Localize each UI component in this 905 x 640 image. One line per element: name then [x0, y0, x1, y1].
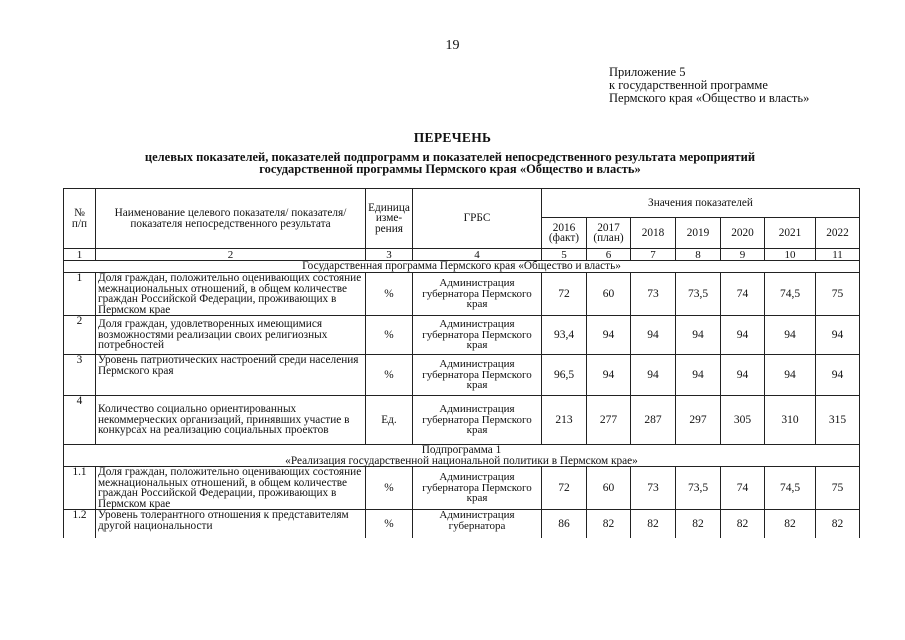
row-value: 82	[676, 510, 721, 539]
row-value: 94	[587, 355, 631, 396]
program-title-row	[64, 261, 860, 273]
column-number: 4	[413, 249, 542, 261]
column-number: 5	[542, 249, 587, 261]
row-value: 74,5	[765, 273, 816, 316]
column-number: 9	[721, 249, 765, 261]
row-num: 3	[64, 355, 96, 396]
row-value: 315	[816, 396, 860, 445]
program-title: Государственная программа Пермского края «Общество и власть»	[64, 261, 860, 273]
row-value: 75	[816, 273, 860, 316]
row-unit: %	[366, 316, 413, 355]
row-value: 213	[542, 396, 587, 445]
row-grbs: Администрация губернатора Пермского края	[413, 355, 542, 396]
row-name: Уровень толерантного отношения к представителям другой национальности	[96, 510, 366, 539]
row-value: 73	[631, 467, 676, 510]
row-value: 74,5	[765, 467, 816, 510]
row-value: 72	[542, 467, 587, 510]
row-unit: %	[366, 355, 413, 396]
row-value: 94	[721, 316, 765, 355]
subprogram-line: «Реализация государственной национальной политики в Пермском крае»	[285, 454, 638, 467]
row-grbs: Администрация губернатора	[413, 510, 542, 539]
document-subtitle	[60, 151, 840, 175]
row-unit: %	[366, 510, 413, 539]
row-unit: Ед.	[366, 396, 413, 445]
row-value: 94	[676, 316, 721, 355]
row-value: 73	[631, 273, 676, 316]
header-row	[64, 189, 860, 218]
row-value: 82	[721, 510, 765, 539]
column-number: 3	[366, 249, 413, 261]
appendix-line: Приложение 5	[609, 65, 686, 79]
row-value: 94	[587, 316, 631, 355]
row-value: 82	[765, 510, 816, 539]
row-grbs: Администрация губернатора Пермского края	[413, 467, 542, 510]
column-number-row	[64, 249, 860, 261]
header-year: 2022	[816, 218, 860, 249]
column-number: 1	[64, 249, 96, 261]
table-row	[64, 396, 860, 445]
row-num: 1.1	[64, 467, 96, 510]
row-value: 74	[721, 273, 765, 316]
subprogram-title	[64, 445, 860, 467]
row-value: 72	[542, 273, 587, 316]
row-value: 277	[587, 396, 631, 445]
row-name: Доля граждан, положительно оценивающих состояние межнациональных отношений, в общем количестве граждан Российской Федерации, проживающих в Пермском крае	[96, 467, 366, 510]
row-value: 82	[587, 510, 631, 539]
row-name: Доля граждан, удовлетворенных имеющимися возможностями реализации своих религиозных потребностей	[96, 316, 366, 355]
row-value: 74	[721, 467, 765, 510]
row-name: Количество социально ориентированных некоммерческих организаций, принявших участие в конкурсах на реализацию социальных проектов	[96, 396, 366, 445]
header-year: 2021	[765, 218, 816, 249]
row-grbs: Администрация губернатора Пермского края	[413, 396, 542, 445]
row-name: Уровень патриотических настроений среди населения Пермского края	[96, 355, 366, 396]
page-number: 19	[445, 38, 460, 53]
row-grbs: Администрация губернатора Пермского края	[413, 316, 542, 355]
row-value: 94	[631, 355, 676, 396]
header-year: 2016 (факт)	[542, 218, 587, 249]
row-name: Доля граждан, положительно оценивающих состояние межнациональных отношений, в общем количестве граждан Российской Федерации, проживающих в Пермском крае	[96, 273, 366, 316]
header-unit: Единица изме- рения	[366, 189, 413, 249]
table-row	[64, 316, 860, 355]
row-value: 60	[587, 467, 631, 510]
header-year: 2018	[631, 218, 676, 249]
header-year: 2019	[676, 218, 721, 249]
header-values: Значения показателей	[542, 189, 860, 218]
row-num: 1	[64, 273, 96, 316]
header-name: Наименование целевого показателя/ показателя/ показателя непосредственного результата	[96, 189, 366, 249]
row-value: 75	[816, 467, 860, 510]
subtitle-line: целевых показателей, показателей подпрограмм и показателей непосредственного результата мероприятий	[144, 150, 756, 164]
row-value: 287	[631, 396, 676, 445]
subprogram-row	[64, 445, 860, 467]
row-num: 2	[64, 316, 96, 355]
table-row	[64, 273, 860, 316]
row-unit: %	[366, 273, 413, 316]
row-value: 94	[765, 316, 816, 355]
row-value: 82	[816, 510, 860, 539]
row-value: 94	[765, 355, 816, 396]
header-num: № п/п	[64, 189, 96, 249]
column-number: 11	[816, 249, 860, 261]
column-number: 7	[631, 249, 676, 261]
column-number: 6	[587, 249, 631, 261]
header-grbs: ГРБС	[413, 189, 542, 249]
row-value: 297	[676, 396, 721, 445]
row-unit: %	[366, 467, 413, 510]
header-year: 2017 (план)	[587, 218, 631, 249]
appendix-note	[609, 66, 809, 105]
row-value: 73,5	[676, 467, 721, 510]
row-num: 4	[64, 396, 96, 445]
subtitle-line: государственной программы Пермского края «Общество и власть»	[259, 162, 641, 176]
column-number: 8	[676, 249, 721, 261]
indicators-table	[63, 188, 860, 538]
appendix-line: к государственной программе	[609, 78, 768, 92]
row-value: 94	[676, 355, 721, 396]
row-value: 93,4	[542, 316, 587, 355]
table-row	[64, 510, 860, 539]
row-value: 305	[721, 396, 765, 445]
column-number: 2	[96, 249, 366, 261]
row-value: 86	[542, 510, 587, 539]
header-year: 2020	[721, 218, 765, 249]
appendix-line: Пермского края «Общество и власть»	[609, 91, 810, 105]
row-num: 1.2	[64, 510, 96, 539]
row-value: 94	[816, 355, 860, 396]
row-grbs: Администрация губернатора Пермского края	[413, 273, 542, 316]
row-value: 73,5	[676, 273, 721, 316]
subprogram-line: Подпрограмма 1	[421, 444, 502, 456]
row-value: 60	[587, 273, 631, 316]
row-value: 82	[631, 510, 676, 539]
row-value: 94	[631, 316, 676, 355]
table-row	[64, 355, 860, 396]
row-value: 310	[765, 396, 816, 445]
row-value: 94	[816, 316, 860, 355]
document-title: ПЕРЕЧЕНЬ	[413, 130, 492, 145]
table-row	[64, 467, 860, 510]
row-value: 94	[721, 355, 765, 396]
column-number: 10	[765, 249, 816, 261]
row-value: 96,5	[542, 355, 587, 396]
